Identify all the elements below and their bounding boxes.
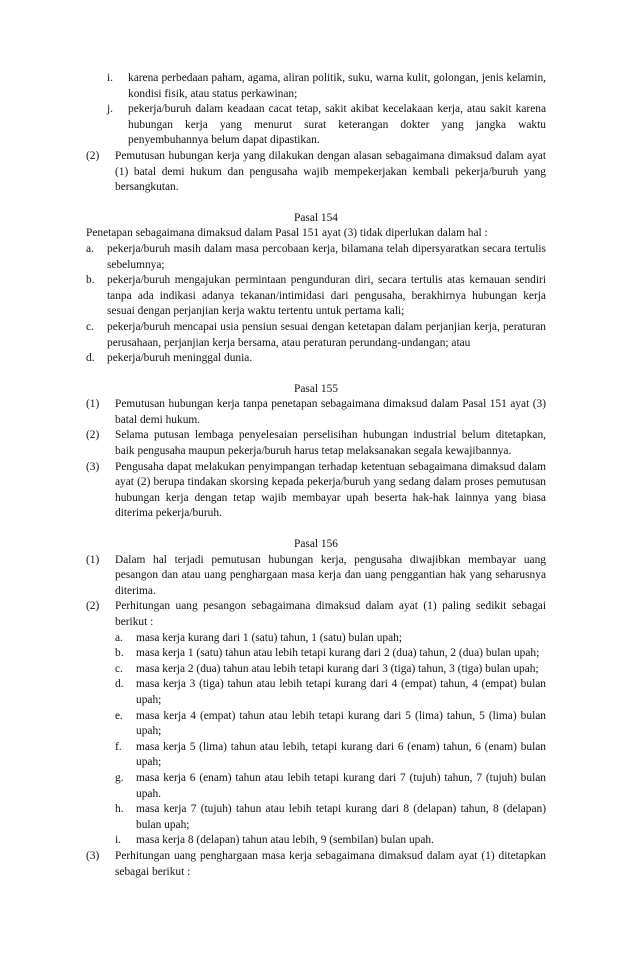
item-label: (1)	[86, 398, 100, 411]
item-label: (3)	[86, 460, 100, 473]
item-label: j.	[107, 103, 114, 116]
article-heading: Pasal 154	[294, 211, 338, 224]
item-label: b.	[115, 647, 124, 660]
item-label: d.	[86, 352, 95, 365]
paragraph-item	[86, 599, 546, 849]
item-label: (2)	[86, 429, 100, 442]
item-text: Perhitungan uang penghargaan masa kerja sebagaimana dimaksud dalam ayat (1) ditetapkan sebagai berikut :	[115, 849, 546, 878]
list-item	[107, 102, 546, 149]
item-text: pekerja/buruh mengajukan permintaan pengunduran diri, secara tertulis atas kemauan sendiri tanpa ada indikasi adanya tekanan/intimidasi dari pengusaha, berakhirnya hubungan kerja sesuai dengan perjanjian kerja waktu tertentu untuk pertama kali;	[107, 274, 546, 318]
item-text: masa kerja 7 (tujuh) tahun atau lebih tetapi kurang dari 8 (delapan) tahun, 8 (delapan) bulan upah;	[136, 803, 546, 831]
item-text: Pengusaha dapat melakukan penyimpangan terhadap ketentuan sebagaimana dimaksud dalam ayat (2) berupa tindakan skorsing kepada pekerja/buruh yang sedang dalam proses pemutusan hubungan kerja dengan tetap wajib membayar upah beserta hak-hak lainnya yang biasa diterima pekerja/buruh.	[115, 460, 546, 520]
list-item	[115, 833, 546, 849]
paragraph-item	[86, 849, 546, 880]
item-label: i.	[107, 72, 114, 84]
item-label: a.	[86, 242, 94, 255]
item-label: e.	[115, 709, 123, 722]
item-text: pekerja/buruh masih dalam masa percobaan kerja, bilamana telah dipersyaratkan secara tertulis sebelumnya;	[107, 242, 546, 271]
list-item	[115, 802, 546, 833]
article-heading: Pasal 155	[294, 382, 338, 395]
paragraph-item	[86, 149, 546, 196]
list-item	[115, 771, 546, 802]
paragraph-item	[86, 428, 546, 459]
article-heading: Pasal 156	[294, 538, 338, 551]
article-intro: Penetapan sebagaimana dimaksud dalam Pasal 151 ayat (3) tidak diperlukan dalam hal :	[86, 227, 488, 240]
item-text: masa kerja 4 (empat) tahun atau lebih tetapi kurang dari 5 (lima) tahun, 5 (lima) bulan upah;	[136, 709, 546, 738]
item-text: karena perbedaan paham, agama, aliran politik, suku, warna kulit, golongan, jenis kelamin, kondisi fisik, atau status perkawinan;	[128, 72, 546, 100]
list-item	[86, 242, 546, 273]
paragraph-body	[115, 599, 546, 849]
item-text: Pemutusan hubungan kerja yang dilakukan dengan alasan sebagaimana dimaksud dalam ayat (1) batal demi hukum dan pengusaha wajib mempekerjakan kembali pekerja/buruh yang bersangkutan.	[115, 149, 546, 194]
item-label: (1)	[86, 553, 100, 566]
item-label: i.	[115, 834, 122, 847]
list-item	[86, 320, 546, 351]
list-item	[107, 71, 546, 102]
item-text: masa kerja 3 (tiga) tahun atau lebih tetapi kurang dari 4 (empat) tahun, 4 (empat) bulan upah;	[136, 678, 546, 706]
item-label: c.	[86, 320, 94, 333]
item-text: Dalam hal terjadi pemutusan hubungan kerja, pengusaha diwajibkan membayar uang pesangon dan atau uang penghargaan masa kerja dan uang penggantian hak yang seharusnya diterima.	[115, 553, 546, 597]
list-item	[115, 631, 546, 647]
list-item	[86, 351, 546, 367]
item-text: pekerja/buruh dalam keadaan cacat tetap, sakit akibat kecelakaan kerja, atau sakit karena hubungan kerja yang menurut surat keterangan dokter yang jangka waktu penyembuhannya belum dapat dipastikan.	[128, 103, 546, 147]
item-label: a.	[115, 631, 123, 644]
list-item	[115, 709, 546, 740]
item-text: Pemutusan hubungan kerja tanpa penetapan sebagaimana dimaksud dalam Pasal 151 ayat (3) batal demi hukum.	[115, 398, 546, 426]
item-label: d.	[115, 678, 124, 691]
item-label: g.	[115, 771, 124, 784]
paragraph-item	[86, 397, 546, 428]
list-item	[115, 677, 546, 708]
item-text: masa kerja 5 (lima) tahun atau lebih, tetapi kurang dari 6 (enam) tahun, 6 (enam) bulan upah;	[136, 740, 546, 769]
item-text: pekerja/buruh meninggal dunia.	[107, 352, 253, 365]
list-item	[86, 273, 546, 320]
item-text: masa kerja 6 (enam) tahun atau lebih tetapi kurang dari 7 (tujuh) tahun, 7 (tujuh) bulan upah.	[136, 771, 546, 800]
item-label: h.	[115, 803, 124, 816]
item-label: (2)	[86, 600, 100, 613]
list-item	[115, 740, 546, 771]
item-label: b.	[86, 274, 95, 287]
list-item	[115, 646, 546, 662]
item-text: masa kerja 2 (dua) tahun atau lebih tetapi kurang dari 3 (tiga) tahun, 3 (tiga) bulan upah;	[136, 662, 539, 675]
item-text: Selama putusan lembaga penyelesaian perselisihan hubungan industrial belum ditetapkan, baik pengusaha maupun pekerja/buruh harus tetap melaksanakan segala kewajibannya.	[115, 429, 546, 458]
item-text: pekerja/buruh mencapai usia pensiun sesuai dengan ketetapan dalam perjanjian kerja, peraturan perusahaan, perjanjian kerja bersama, atau peraturan perundang-undangan; atau	[107, 320, 546, 349]
paragraph-item	[86, 460, 546, 522]
paragraph-item	[86, 553, 546, 600]
item-text: masa kerja 8 (delapan) tahun atau lebih, 9 (sembilan) bulan upah.	[136, 834, 434, 847]
item-label: (3)	[86, 849, 100, 862]
item-text: Perhitungan uang pesangon sebagaimana dimaksud dalam ayat (1) paling sedikit sebagai berikut :	[115, 600, 546, 628]
item-label: f.	[115, 740, 122, 753]
item-label: c.	[115, 662, 123, 675]
list-item	[115, 662, 546, 678]
item-text: masa kerja kurang dari 1 (satu) tahun, 1 (satu) bulan upah;	[136, 631, 403, 644]
item-text: masa kerja 1 (satu) tahun atau lebih tetapi kurang dari 2 (dua) tahun, 2 (dua) bulan upah;	[136, 647, 540, 660]
item-label: (2)	[86, 149, 100, 162]
